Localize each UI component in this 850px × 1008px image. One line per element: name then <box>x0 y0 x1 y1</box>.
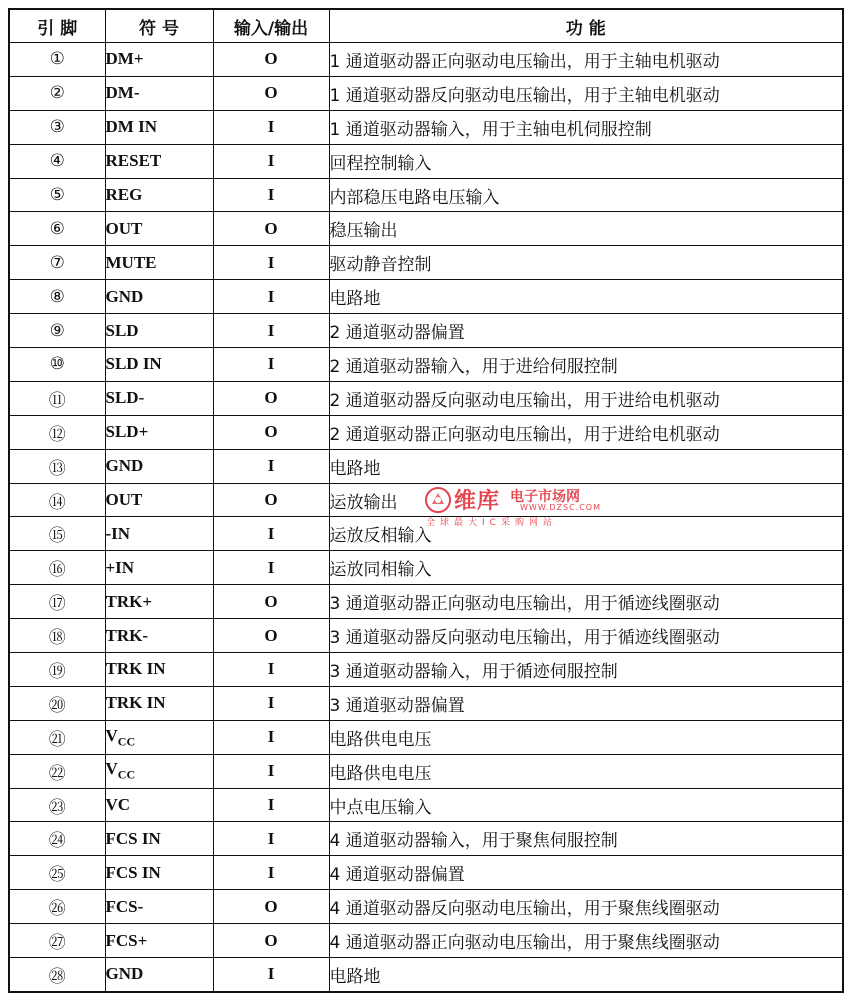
table-row <box>9 381 843 415</box>
symbol-cell: GND <box>105 280 213 314</box>
io-cell: I <box>213 788 329 822</box>
symbol-cell: FCS- <box>105 890 213 924</box>
pin-number-cell: ④ <box>9 144 105 178</box>
vcc-subscript: CC <box>117 733 136 748</box>
header-symbol: 符 号 <box>105 9 213 43</box>
table-row <box>9 856 843 890</box>
pin-number-cell: ⑦ <box>9 246 105 280</box>
function-cell: 2 通道驱动器正向驱动电压输出，用于进给电机驱动 <box>329 415 843 449</box>
pin-number-cell: ㉔ <box>9 822 105 856</box>
watermark-slogan: 全球最大IC采购网站 <box>426 518 557 528</box>
function-cell: 1 通道驱动器正向驱动电压输出，用于主轴电机驱动 <box>329 43 843 77</box>
pin-number-cell: ⑪ <box>9 381 105 415</box>
function-cell: 内部稳压电路电压输入 <box>329 178 843 212</box>
function-cell: 4 通道驱动器正向驱动电压输出，用于聚焦线圈驱动 <box>329 924 843 958</box>
function-cell: 1 通道驱动器输入，用于主轴电机伺服控制 <box>329 110 843 144</box>
table-body <box>9 43 843 992</box>
function-cell: 电路供电电压 <box>329 720 843 754</box>
symbol-cell: OUT <box>105 483 213 517</box>
function-cell: 中点电压输入 <box>329 788 843 822</box>
io-cell: O <box>213 76 329 110</box>
table-row <box>9 178 843 212</box>
table-row <box>9 517 843 551</box>
io-cell: I <box>213 517 329 551</box>
io-cell: O <box>213 212 329 246</box>
pin-number-cell: ⑧ <box>9 280 105 314</box>
symbol-cell: TRK- <box>105 619 213 653</box>
pin-function-table <box>8 8 844 993</box>
function-cell: 电路地 <box>329 449 843 483</box>
io-cell: I <box>213 246 329 280</box>
io-cell: I <box>213 314 329 348</box>
header-function: 功 能 <box>329 9 843 43</box>
symbol-cell: TRK IN <box>105 653 213 687</box>
symbol-cell: TRK+ <box>105 585 213 619</box>
table-header-row <box>9 9 843 43</box>
io-cell: I <box>213 653 329 687</box>
pin-number-cell: ⑮ <box>9 517 105 551</box>
symbol-cell: FCS IN <box>105 822 213 856</box>
symbol-cell: +IN <box>105 551 213 585</box>
pin-number-cell: ㉒ <box>9 754 105 788</box>
io-cell: I <box>213 178 329 212</box>
io-cell: I <box>213 144 329 178</box>
function-cell: 电路地 <box>329 280 843 314</box>
symbol-cell: DM IN <box>105 110 213 144</box>
function-cell: 3 通道驱动器正向驱动电压输出，用于循迹线圈驱动 <box>329 585 843 619</box>
table-row <box>9 212 843 246</box>
io-cell: I <box>213 856 329 890</box>
io-cell: O <box>213 483 329 517</box>
table-row <box>9 110 843 144</box>
pin-number-cell: ㉘ <box>9 958 105 992</box>
pin-number-cell: ⑰ <box>9 585 105 619</box>
function-cell: 3 通道驱动器反向驱动电压输出，用于循迹线圈驱动 <box>329 619 843 653</box>
io-cell: O <box>213 381 329 415</box>
io-cell: I <box>213 551 329 585</box>
pin-number-cell: ㉑ <box>9 720 105 754</box>
function-cell: 3 通道驱动器输入，用于循迹伺服控制 <box>329 653 843 687</box>
io-cell: O <box>213 415 329 449</box>
pin-number-cell: ⑫ <box>9 415 105 449</box>
pin-number-cell: ⑥ <box>9 212 105 246</box>
pin-number-cell: ⑯ <box>9 551 105 585</box>
function-cell: 1 通道驱动器反向驱动电压输出，用于主轴电机驱动 <box>329 76 843 110</box>
symbol-cell: MUTE <box>105 246 213 280</box>
function-cell: 4 通道驱动器反向驱动电压输出，用于聚焦线圈驱动 <box>329 890 843 924</box>
io-cell: I <box>213 958 329 992</box>
io-cell: I <box>213 720 329 754</box>
table-row <box>9 890 843 924</box>
function-cell: 驱动静音控制 <box>329 246 843 280</box>
pin-number-cell: ⑨ <box>9 314 105 348</box>
symbol-cell: RESET <box>105 144 213 178</box>
watermark-market: 电子市场网 <box>510 489 580 505</box>
table-row <box>9 43 843 77</box>
io-cell: O <box>213 43 329 77</box>
pin-number-cell: ㉓ <box>9 788 105 822</box>
pin-number-cell: ㉗ <box>9 924 105 958</box>
io-cell: O <box>213 585 329 619</box>
function-cell: 3 通道驱动器偏置 <box>329 686 843 720</box>
function-cell: 电路地 <box>329 958 843 992</box>
symbol-cell: DM+ <box>105 43 213 77</box>
vcc-subscript: CC <box>117 767 136 782</box>
io-cell: O <box>213 890 329 924</box>
table-row <box>9 924 843 958</box>
io-cell: I <box>213 754 329 788</box>
table-row <box>9 754 843 788</box>
symbol-cell: OUT <box>105 212 213 246</box>
pin-number-cell: ① <box>9 43 105 77</box>
pin-number-cell: ⑲ <box>9 653 105 687</box>
function-cell: 电路供电电压 <box>329 754 843 788</box>
function-cell: 2 通道驱动器反向驱动电压输出，用于进给电机驱动 <box>329 381 843 415</box>
function-cell: 回程控制输入 <box>329 144 843 178</box>
pin-number-cell: ⑭ <box>9 483 105 517</box>
pin-number-cell: ⑳ <box>9 686 105 720</box>
pin-number-cell: ③ <box>9 110 105 144</box>
pin-number-cell: ㉕ <box>9 856 105 890</box>
pin-number-cell: ㉖ <box>9 890 105 924</box>
pin-number-cell: ⑩ <box>9 348 105 382</box>
header-io: 输入/输出 <box>213 9 329 43</box>
function-cell: 4 通道驱动器偏置 <box>329 856 843 890</box>
symbol-cell: GND <box>105 449 213 483</box>
function-cell: 运放同相输入 <box>329 551 843 585</box>
table-row <box>9 280 843 314</box>
io-cell: O <box>213 924 329 958</box>
symbol-cell: SLD <box>105 314 213 348</box>
symbol-cell: GND <box>105 958 213 992</box>
symbol-cell: FCS+ <box>105 924 213 958</box>
watermark-url: WWW.DZSC.COM <box>520 503 601 512</box>
function-cell: 稳压输出 <box>329 212 843 246</box>
function-cell: 运放反相输入 <box>329 517 843 551</box>
io-cell: O <box>213 619 329 653</box>
table-row <box>9 653 843 687</box>
table-row <box>9 415 843 449</box>
function-cell: 运放输出 <box>329 483 843 517</box>
table-row <box>9 958 843 992</box>
pin-number-cell: ⑬ <box>9 449 105 483</box>
function-cell: 2 通道驱动器输入，用于进给伺服控制 <box>329 348 843 382</box>
table-row <box>9 348 843 382</box>
header-pin: 引 脚 <box>9 9 105 43</box>
pin-number-cell: ⑱ <box>9 619 105 653</box>
table-row <box>9 788 843 822</box>
symbol-cell: $V_{CC}$ <box>105 754 213 788</box>
table-row <box>9 76 843 110</box>
function-cell: 2 通道驱动器偏置 <box>329 314 843 348</box>
pin-function-sheet <box>8 8 842 993</box>
table-row <box>9 449 843 483</box>
table-row <box>9 144 843 178</box>
table-row <box>9 822 843 856</box>
symbol-cell: FCS IN <box>105 856 213 890</box>
symbol-cell: REG <box>105 178 213 212</box>
symbol-cell: $V_{CC}$ <box>105 720 213 754</box>
symbol-cell: DM- <box>105 76 213 110</box>
symbol-cell: SLD+ <box>105 415 213 449</box>
pin-number-cell: ⑤ <box>9 178 105 212</box>
symbol-cell: SLD- <box>105 381 213 415</box>
table-row <box>9 246 843 280</box>
table-row <box>9 314 843 348</box>
pin-number-cell: ② <box>9 76 105 110</box>
io-cell: I <box>213 449 329 483</box>
table-row <box>9 585 843 619</box>
symbol-cell: TRK IN <box>105 686 213 720</box>
table-row <box>9 720 843 754</box>
io-cell: I <box>213 348 329 382</box>
table-row <box>9 686 843 720</box>
io-cell: I <box>213 280 329 314</box>
symbol-cell: SLD IN <box>105 348 213 382</box>
io-cell: I <box>213 822 329 856</box>
table-row <box>9 483 843 517</box>
table-row <box>9 619 843 653</box>
io-cell: I <box>213 110 329 144</box>
symbol-cell: -IN <box>105 517 213 551</box>
io-cell: I <box>213 686 329 720</box>
function-cell: 4 通道驱动器输入，用于聚焦伺服控制 <box>329 822 843 856</box>
watermark-brand: 维库 <box>454 489 501 514</box>
table-row <box>9 551 843 585</box>
symbol-cell: VC <box>105 788 213 822</box>
